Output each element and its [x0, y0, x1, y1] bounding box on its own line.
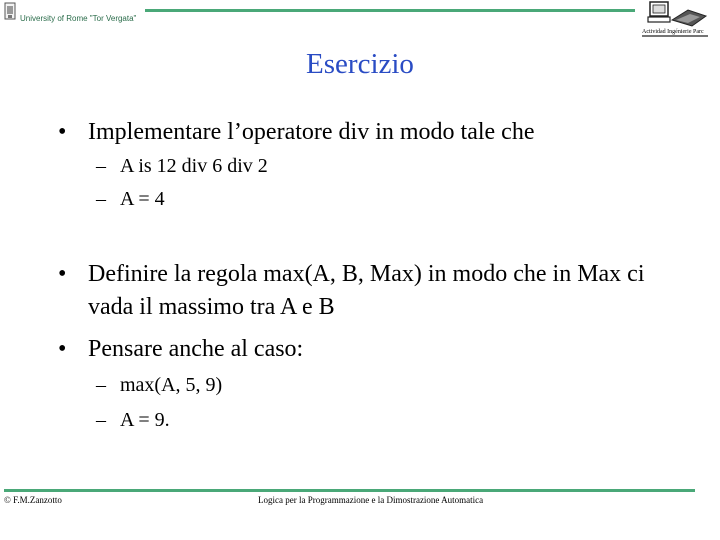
bullet-1-text: Implementare l’operatore div in modo tale che — [88, 119, 535, 145]
bullet-2-text: Definire la regola max(A, B, Max) in modo che in Max ci vada il massimo tra A e B — [88, 261, 645, 320]
bullet-3-text: Pensare anche al caso: — [88, 336, 304, 362]
bullet-2 — [58, 258, 688, 324]
sub-bullet-text: max(A, 5, 9) — [120, 374, 223, 396]
university-crest-icon — [4, 2, 16, 20]
sub-bullet-text: A is 12 div 6 div 2 — [120, 155, 268, 177]
bullet-dot: • — [58, 261, 67, 287]
footer-copyright: © F.M.Zanzotto — [4, 495, 62, 505]
slide-title: Esercizio — [306, 48, 414, 80]
sub-bullet-1-1: – A is 12 div 6 div 2 — [96, 155, 268, 177]
sub-bullet-text: A = 9. — [120, 409, 170, 431]
sub-bullet-1-2: – A = 4 — [96, 188, 165, 210]
sub-bullet-text: A = 4 — [120, 188, 165, 210]
university-name: University of Rome "Tor Vergata" — [20, 14, 137, 23]
sub-bullet-3-1: – max(A, 5, 9) — [96, 374, 223, 396]
logo-caption: Actividad Ingénierie Parc — [642, 29, 704, 35]
footer-course-title: Logica per la Programmazione e la Dimostrazione Automatica — [258, 495, 484, 505]
sub-bullet-3-2: – A = 9. — [96, 409, 170, 431]
footer-divider — [4, 489, 695, 492]
header-divider — [145, 9, 635, 12]
bullet-dot: • — [58, 119, 67, 145]
bullet-dot: • — [58, 336, 67, 362]
